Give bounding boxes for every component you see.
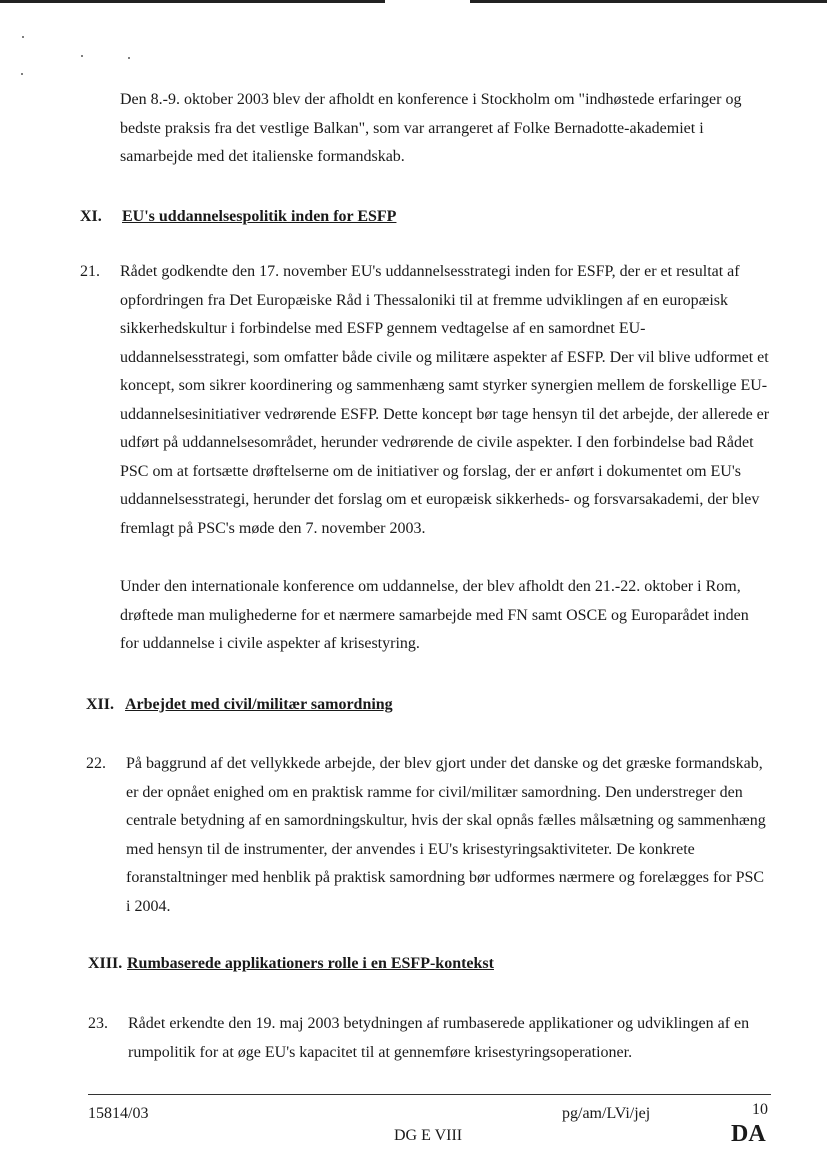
section-title: Rumbaserede applikationers rolle i en ESFP-kontekst bbox=[127, 955, 494, 972]
footer-rule bbox=[88, 1094, 771, 1095]
scan-speck bbox=[128, 57, 130, 59]
paragraph-number: 23. bbox=[88, 1015, 108, 1032]
author-initials: pg/am/LVi/jej bbox=[562, 1105, 651, 1122]
paragraph-number: 22. bbox=[86, 755, 106, 772]
section-number: XIII. bbox=[88, 955, 123, 972]
section-heading-xi bbox=[80, 206, 396, 228]
scan-speck bbox=[21, 73, 23, 75]
document-number: 15814/03 bbox=[88, 1105, 149, 1122]
top-border-line bbox=[470, 0, 827, 3]
scan-speck bbox=[81, 55, 83, 57]
intro-paragraph: Den 8.-9. oktober 2003 blev der afholdt en konference i Stockholm om "indhøstede erfaringer og bedste praksis fra det vestlige Balkan", som var arrangeret af Folke Bernadotte-akademiet i samarbejde med det italienske formandskab. bbox=[120, 91, 742, 165]
section-heading-xii bbox=[86, 694, 393, 716]
page-number: 10 bbox=[752, 1101, 768, 1118]
scan-speck bbox=[22, 36, 24, 38]
paragraph-22: På baggrund af det vellykkede arbejde, der blev gjort under det danske og det græske formandskab, er der opnået enighed om en praktisk ramme for civil/militær samordning. Den understreger den centrale betydning af en samordningskultur, hvis der skal opnås fælles målsætning og sammenhæng med hensyn til de instrumenter, der anvendes i EU's krisestyringsaktiviteter. De konkrete foranstaltninger med henblik på praktisk samordning bør udformes nærmere og forelægges for PSC i 2004. bbox=[126, 755, 766, 915]
paragraph-21: Rådet godkendte den 17. november EU's uddannelsesstrategi inden for ESFP, der er et resultat af opfordringen fra Det Europæiske Råd i Thessaloniki til at fremme udviklingen af en europæisk sikkerhedskultur i forbindelse med ESFP gennem vedtagelse af en samordnet EU-uddannelsesstrategi, som omfatter både civile og militære aspekter af ESFP. Der vil blive udformet et koncept, som sikrer koordinering og sammenhæng samt styrker synergien mellem de forskellige EU-uddannelsesinitiativer vedrørende ESFP. Dette koncept bør tage hensyn til det arbejde, der allerede er udført på uddannelsesområdet, herunder vedrørende de civile aspekter. I den forbindelse bad Rådet PSC om at fortsætte drøftelserne om de initiativer og forslag, der er anført i dokumentet om EU's uddannelsesstrategi, herunder det forslag om et europæisk sikkerheds- og forsvarsakademi, der blev fremlagt på PSC's møde den 7. november 2003. bbox=[120, 263, 770, 537]
language-code: DA bbox=[731, 1121, 766, 1147]
section-number: XII. bbox=[86, 696, 115, 713]
directorate-code: DG E VIII bbox=[394, 1127, 463, 1144]
section-heading-xiii bbox=[88, 953, 494, 975]
section-number: XI. bbox=[80, 208, 102, 225]
paragraph-23: Rådet erkendte den 19. maj 2003 betydningen af rumbaserede applikationer og udviklingen af en rumpolitik for at øge EU's kapacitet til at gennemføre krisestyringsoperationer. bbox=[128, 1015, 750, 1061]
paragraph-number: 21. bbox=[80, 263, 100, 280]
top-border-line bbox=[0, 0, 385, 3]
section-title: EU's uddannelsespolitik inden for ESFP bbox=[122, 208, 397, 225]
paragraph-21-continuation: Under den internationale konference om uddannelse, der blev afholdt den 21.-22. oktober i Rom, drøftede man mulighederne for et nærmere samarbejde med FN samt OSCE og Europarådet inden for uddannelse i civile aspekter af krisestyring. bbox=[120, 578, 749, 652]
section-title: Arbejdet med civil/militær samordning bbox=[125, 696, 393, 713]
